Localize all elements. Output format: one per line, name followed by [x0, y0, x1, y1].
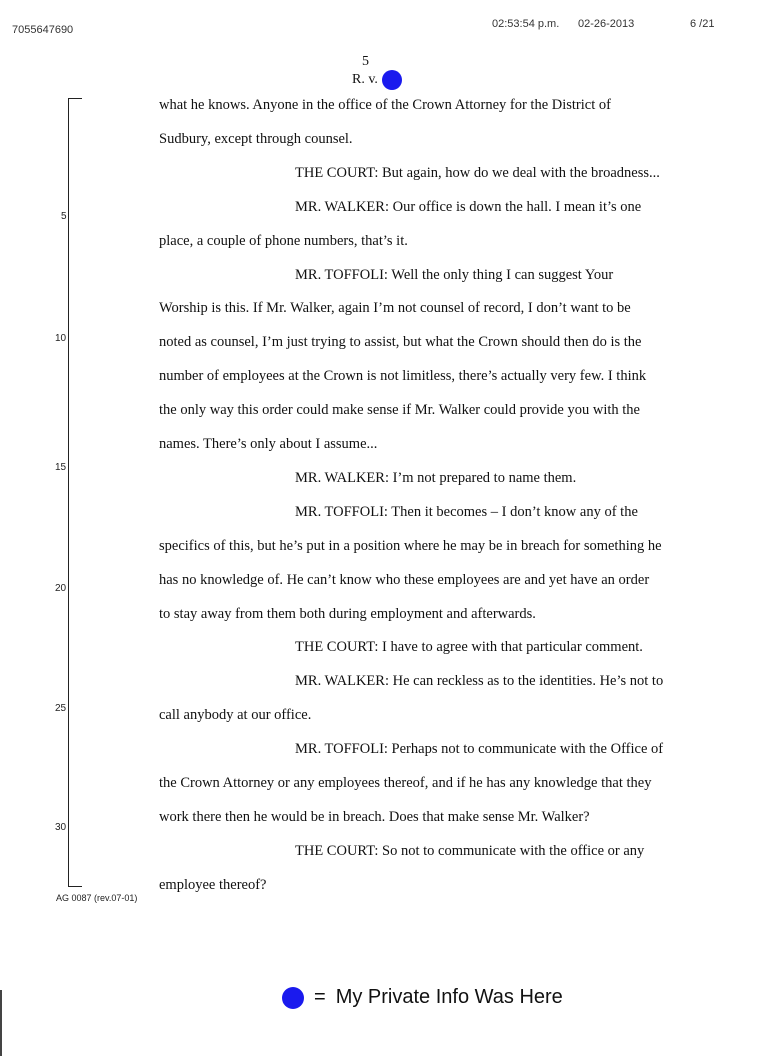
form-number: AG 0087 (rev.07-01) — [56, 893, 138, 903]
fax-time: 02:53:54 p.m. — [492, 18, 560, 30]
transcript-line: THE COURT: But again, how do we deal with the broadness... — [295, 164, 660, 181]
transcript-line: the only way this order could make sense if Mr. Walker could provide you with the — [159, 402, 640, 419]
line-number: 20 — [55, 583, 67, 594]
line-number: 25 — [55, 703, 67, 714]
line-number: 15 — [55, 462, 67, 473]
fax-date: 02-26-2013 — [578, 18, 635, 30]
transcript-line: MR. WALKER: I’m not prepared to name them. — [295, 469, 577, 486]
transcript-line: THE COURT: I have to agree with that particular comment. — [295, 639, 643, 656]
page-edge-mark — [0, 990, 2, 1056]
fax-sender-number: 7055647690 — [12, 24, 74, 36]
fax-page-count: 6 /21 — [690, 18, 715, 30]
transcript-line: MR. WALKER: Our office is down the hall. I mean it’s one — [295, 198, 642, 215]
transcript-line: number of employees at the Crown is not limitless, there’s actually very few. I think — [159, 368, 647, 385]
line-number: 5 — [61, 211, 67, 222]
margin-bracket-top — [68, 98, 82, 99]
page-number: 5 — [362, 54, 369, 69]
margin-bracket-bottom — [68, 886, 82, 887]
line-number: 30 — [55, 822, 67, 833]
transcript-line: work there then he would be in breach. Does that make sense Mr. Walker? — [159, 808, 590, 825]
transcript-line: noted as counsel, I’m just trying to assist, but what the Crown should then do is the — [159, 334, 642, 351]
transcript-line: call anybody at our office. — [159, 707, 312, 724]
transcript-line: MR. TOFFOLI: Then it becomes – I don’t know any of the — [295, 503, 638, 520]
transcript-line: MR. WALKER: He can reckless as to the identities. He’s not to — [295, 673, 664, 690]
transcript-line: Sudbury, except through counsel. — [159, 130, 353, 147]
legend-dot — [282, 987, 304, 1009]
legend-equals: = — [314, 986, 326, 1008]
margin-bracket — [68, 98, 81, 886]
fax-header — [0, 18, 768, 38]
transcript-line: what he knows. Anyone in the office of the Crown Attorney for the District of — [159, 97, 611, 113]
transcript-line: place, a couple of phone numbers, that’s it. — [159, 232, 408, 249]
transcript-line: employee thereof? — [159, 876, 267, 893]
transcript-line: the Crown Attorney or any employees thereof, and if he has any knowledge that they — [159, 775, 652, 791]
transcript-line: MR. TOFFOLI: Well the only thing I can suggest Your — [295, 266, 614, 283]
redaction-dot — [382, 70, 402, 90]
line-number: 10 — [55, 333, 67, 344]
transcript-line: names. There’s only about I assume... — [159, 436, 378, 452]
redaction-legend — [282, 986, 563, 1009]
case-title-text: R. v. — [352, 72, 378, 87]
transcript-line: specifics of this, but he’s put in a position where he may be in breach for something he — [159, 537, 662, 554]
transcript-line: Worship is this. If Mr. Walker, again I’m not counsel of record, I don’t want to be — [159, 300, 631, 317]
transcript-line: to stay away from them both during employment and afterwards. — [159, 605, 536, 622]
transcript-line: has no knowledge of. He can’t know who these employees are and yet have an order — [159, 571, 650, 588]
case-title — [352, 70, 402, 90]
transcript-line: MR. TOFFOLI: Perhaps not to communicate with the Office of — [295, 741, 664, 758]
legend-text: My Private Info Was Here — [335, 986, 563, 1008]
transcript-line: THE COURT: So not to communicate with the office or any — [295, 842, 645, 859]
